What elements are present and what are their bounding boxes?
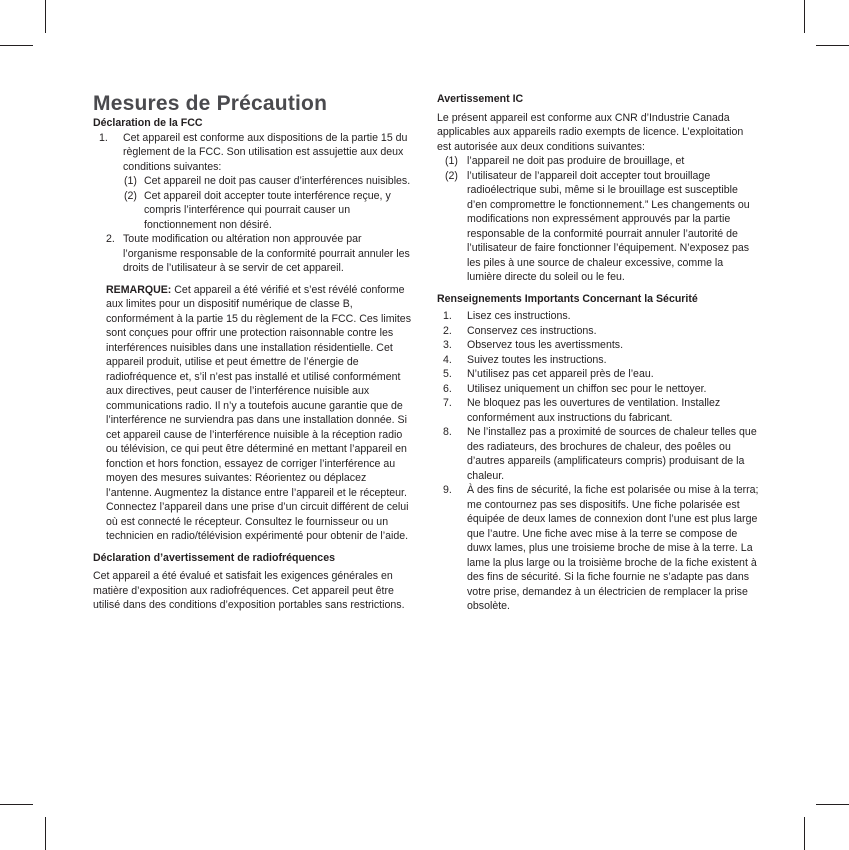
list-number: 1. <box>99 131 108 144</box>
list-item-text: Cet appareil ne doit pas causer d’interférences nuisibles. <box>144 175 411 187</box>
list-item-text: N’utilisez pas cet appareil près de l’eau. <box>467 368 654 380</box>
ic-heading: Avertissement IC <box>437 93 524 105</box>
ic-item-2 <box>437 169 759 285</box>
list-item-text: l’utilisateur de l’appareil doit accepter tout brouillage radioélectrique subi, même si le brouillage est susceptible d’en compromettre le fonctionnement.” Les changements ou modifications non expressément approuvés par la partie responsable de la conformité pourrait annuler l’autorité de l’utilisateur de faire fonctionner l’équipement. N’exposez pas les piles à une source de chaleur excessive, comme la lumière directe du soleil ou le feu. <box>467 169 750 283</box>
safety-item-9 <box>437 483 759 614</box>
crop-mark-bottom-left-v <box>45 817 46 850</box>
safety-item-7 <box>437 396 759 425</box>
list-number: (1) <box>445 155 458 167</box>
crop-mark-top-right-h <box>816 45 849 46</box>
list-item-text: Suivez toutes les instructions. <box>467 353 607 366</box>
fcc-remark <box>93 283 415 544</box>
safety-item-1 <box>437 309 759 324</box>
safety-item-6 <box>437 382 759 397</box>
remark-text: Cet appareil a été vérifié et s’est révélé conforme aux limites pour un dispositif numérique de classe B, conformément à la partie 15 du règlement de la FCC. Ces limites sont conçues pour offrir une protection raisonnable contre les interférences nuisibles dans une installation résidentielle. Cet appareil produit, utilise et peut émettre de l’énergie de radiofréquence et, s’il n’est pas installé et utilisé conformément aux directives, peut causer de l’interférence nuisible aux communications radio. Il n’y a toutefois aucune garantie que de l’interférence ne surviendra pas dans une installation donnée. Si cet appareil cause de l’interférence nuisible à la réception radio ou télévision, ce qui peut être déterminé en mettant l’appareil en fonction et hors fonction, essayez de corriger l’interférence au moyen des mesures suivantes: Réorientez ou déplacez l’antenne. Augmentez la distance entre l’appareil et le récepteur. Connectez l’appareil dans une prise d’un circuit différent de celui où est connecté le récepteur. Consultez le fournisseur ou un technicien en radio/télévision expérimenté pour obtenir de l’aide. <box>106 283 411 542</box>
list-number: 2. <box>106 233 115 245</box>
safety-item-2 <box>437 324 759 339</box>
left-column <box>93 92 415 613</box>
crop-mark-bottom-left-h <box>0 804 33 805</box>
list-item-text: Lisez ces instructions. <box>467 310 571 322</box>
fcc-item-2 <box>93 232 415 276</box>
page-title: Mesures de Précaution <box>93 92 328 115</box>
list-number: (2) <box>124 189 137 202</box>
list-item-text: Ne l’installez pas a proximité de sources de chaleur telles que des radiateurs, des brochures de chaleur, des poêles ou d’autres appareils (amplificateurs compris) produisant de la chaleur. <box>467 426 757 482</box>
list-number: 4. <box>443 353 452 366</box>
rf-heading: Déclaration d’avertissement de radiofréquences <box>93 551 335 564</box>
list-number: 2. <box>443 324 452 337</box>
list-number: 5. <box>443 368 452 380</box>
list-number: 7. <box>443 397 452 409</box>
crop-mark-top-left-h <box>0 45 33 46</box>
crop-mark-bottom-right-h <box>816 804 849 805</box>
list-number: 8. <box>443 426 452 438</box>
list-item-text: Observez tous les avertissments. <box>467 339 624 351</box>
list-number: (1) <box>124 175 137 187</box>
crop-mark-top-left-v <box>45 0 46 33</box>
list-item-text: Toute modification ou altération non approuvée par l’organisme responsable de la conformité pourrait annuler les droits de l’utilisateur à se servir de cet appareil. <box>123 233 410 274</box>
safety-item-5 <box>437 367 759 382</box>
remark-label: REMARQUE: <box>106 283 172 296</box>
list-item-text: Ne bloquez pas les ouvertures de ventilation. Installez conformément aux instructions du fabricant. <box>467 397 721 424</box>
fcc-heading: Déclaration de la FCC <box>93 117 203 129</box>
list-number: 9. <box>443 484 452 496</box>
list-item-text: À des fins de sécurité, la fiche est polarisée ou mise à la terra; me contournez pas ses dispositifs. Une fiche polarisée est équipée de deux lames de connexion dont l’une est plus large que l’autre. Une fiche avec mise à la terre se compose de duwx lames, plus une troisieme broche de mise à la terre. La lame la plus large ou la troisième broche de la fiche existent à des fins de sécurité. Si la fiche fournie ne s’adapte pas dans votre prise, demandez à un électricien de remplacer la prise obsolète. <box>467 484 759 612</box>
list-number: 1. <box>443 310 452 322</box>
fcc-list <box>93 131 415 276</box>
list-number: (2) <box>445 169 458 182</box>
crop-mark-top-right-v <box>804 0 805 33</box>
crop-mark-bottom-right-v <box>804 817 805 850</box>
rf-paragraph: Cet appareil a été évalué et satisfait les exigences générales en matière d’exposition aux radiofréquences. Cet appareil peut être utilisé dans des conditions d’exposition portables sans restrictions. <box>93 570 405 611</box>
fcc-subitem-1 <box>93 174 415 189</box>
safety-list <box>437 309 759 614</box>
list-number: 6. <box>443 382 452 395</box>
right-column <box>437 92 759 614</box>
safety-item-8 <box>437 425 759 483</box>
safety-item-4 <box>437 353 759 368</box>
list-item-text: Conservez ces instructions. <box>467 324 597 337</box>
list-number: 3. <box>443 339 452 351</box>
list-item-text: l’appareil ne doit pas produire de brouillage, et <box>467 155 685 167</box>
safety-item-3 <box>437 338 759 353</box>
list-item-text: Cet appareil doit accepter toute interférence reçue, y compris l’interférence qui pourrait causer un fonctionnement non désiré. <box>144 189 391 231</box>
safety-heading: Renseignements Importants Concernant la Sécurité <box>437 292 698 305</box>
ic-paragraph: Le présent appareil est conforme aux CNR d’Industrie Canada applicables aux appareils radio exempts de licence. L’exploitation est autorisée aux deux conditions suivantes: <box>437 111 744 153</box>
fcc-item-1 <box>93 131 415 175</box>
list-item-text: Utilisez uniquement un chiffon sec pour le nettoyer. <box>467 382 707 395</box>
ic-item-1 <box>437 154 759 169</box>
list-item-text: Cet appareil est conforme aux dispositions de la partie 15 du règlement de la FCC. Son utilisation est assujettie aux deux conditions suivantes: <box>123 131 408 173</box>
ic-list <box>437 154 759 285</box>
fcc-subitem-2 <box>93 189 415 233</box>
